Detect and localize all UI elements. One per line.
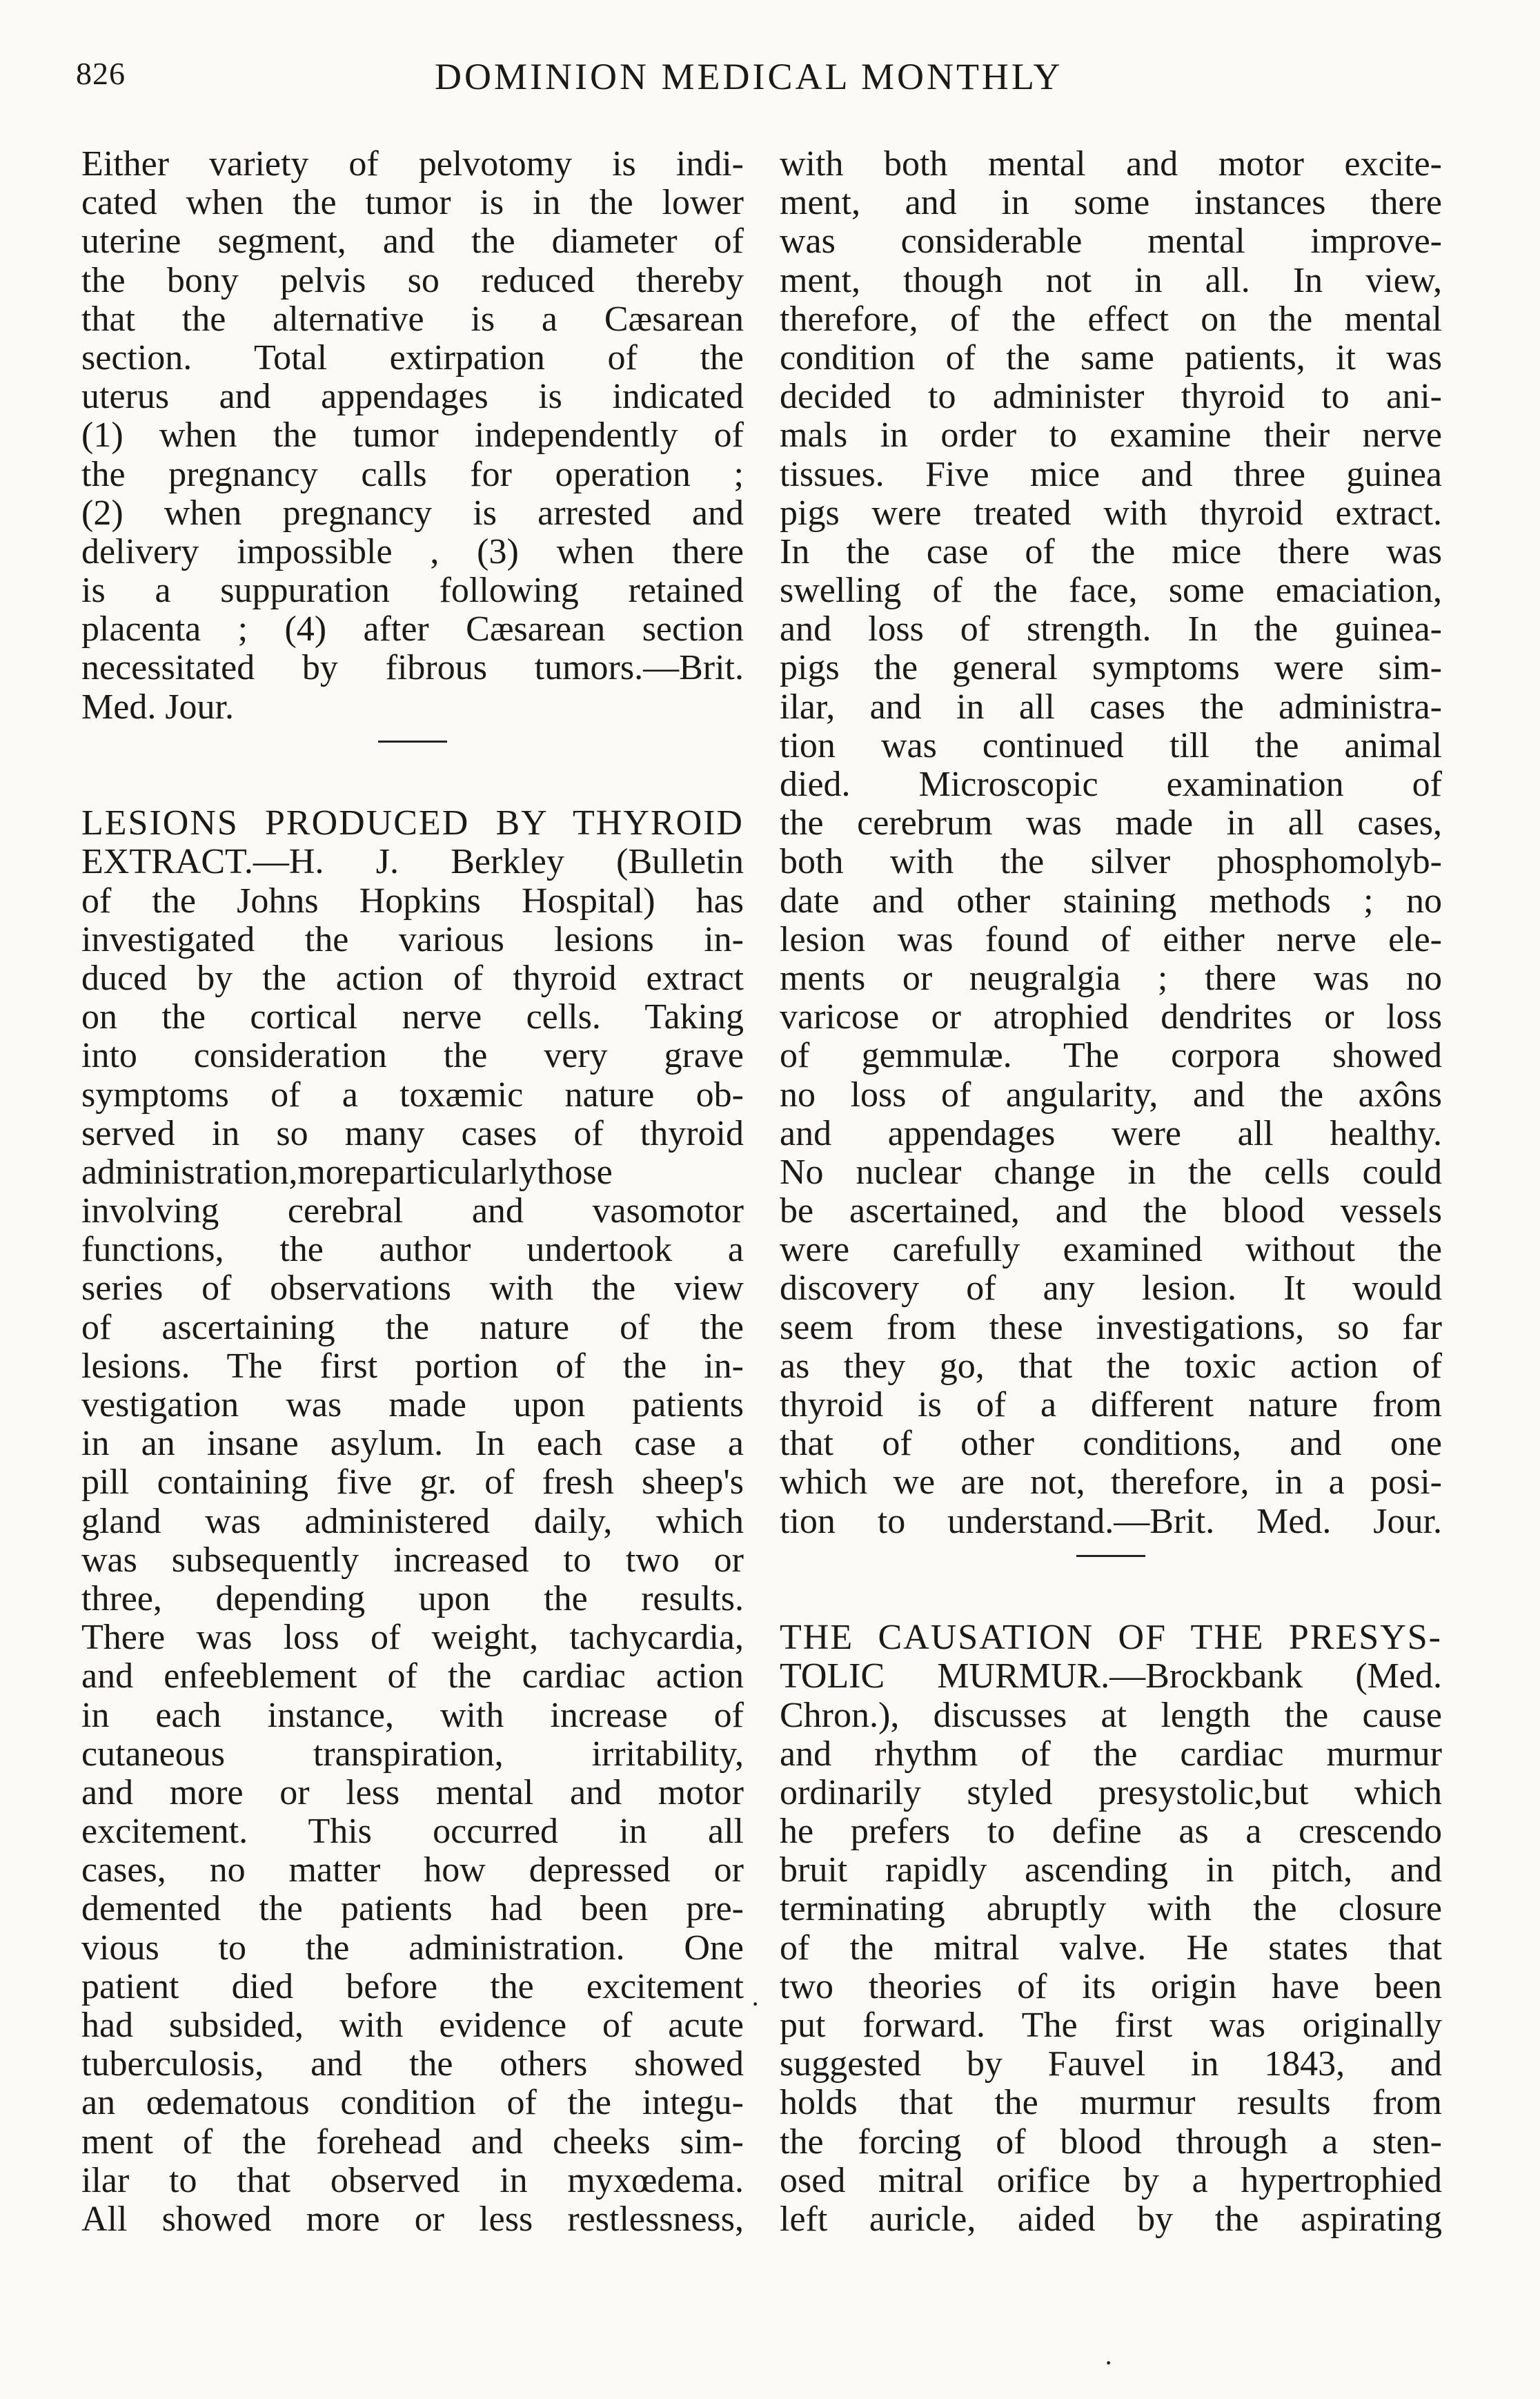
text-line: and rhythm of the cardiac murmur [780, 1734, 1442, 1774]
text-line: ilar to that observed in myxœdema. [81, 2160, 744, 2200]
text-line: investigated the various lesions in- [81, 919, 744, 959]
text-line: Chron.), discusses at length the cause [780, 1695, 1442, 1735]
text-line: and appendages were all healthy. [780, 1113, 1442, 1153]
text-line: ment of the forehead and cheeks sim- [81, 2122, 744, 2162]
text-line: Med. Jour. [81, 687, 234, 727]
text-line: No nuclear change in the cells could [780, 1152, 1442, 1192]
text-line: date and other staining methods ; no [780, 881, 1442, 921]
text-line: THE CAUSATION OF THE PRESYS- [780, 1618, 1442, 1658]
text-line: therefore, of the effect on the mental [780, 299, 1442, 339]
text-line: as they go, that the toxic action of [780, 1346, 1442, 1386]
text-line: had subsided, with evidence of acute [81, 2006, 744, 2045]
text-line: died. Microscopic examination of [780, 765, 1442, 804]
text-line: lesions. The first portion of the in- [81, 1346, 744, 1386]
text-line: tuberculosis, and the others showed [81, 2044, 744, 2084]
text-line: suggested by Fauvel in 1843, and [780, 2044, 1442, 2084]
text-line: of the Johns Hopkins Hospital) has [81, 881, 744, 921]
text-line: in an insane asylum. In each case a [81, 1424, 744, 1464]
text-line: the pregnancy calls for operation ; [81, 454, 744, 494]
text-line: uterus and appendages is indicated [81, 377, 744, 417]
text-line: discovery of any lesion. It would [780, 1269, 1442, 1309]
page-header [76, 55, 1456, 110]
text-line: cutaneous transpiration, irritability, [81, 1734, 744, 1774]
text-line: and more or less mental and motor [81, 1772, 744, 1812]
text-line: mals in order to examine their nerve [780, 415, 1442, 456]
text-line: which we are not, therefore, in a posi- [780, 1462, 1442, 1502]
left-column [81, 145, 744, 2239]
text-line: put forward. The first was originally [780, 2006, 1442, 2045]
text-line: and loss of strength. In the guinea- [780, 609, 1442, 649]
text-line: tion to understand.—Brit. Med. Jour. [780, 1501, 1442, 1541]
text-line: of gemmulæ. The corpora showed [780, 1036, 1442, 1076]
text-line: excitement. This occurred in all [81, 1812, 744, 1852]
text-line: that the alternative is a Cæsarean [81, 299, 744, 339]
text-line: ordinarily styled presystolic,but which [780, 1772, 1442, 1812]
text-line: gland was administered daily, which [81, 1501, 744, 1541]
text-line: There was loss of weight, tachycardia, [81, 1618, 744, 1658]
text-line: TOLIC MURMUR.—Brockbank (Med. [780, 1656, 1442, 1696]
text-line: of ascertaining the nature of the [81, 1307, 744, 1347]
text-line: pigs were treated with thyroid extract. [780, 493, 1442, 533]
text-line: administration,moreparticularlythose [81, 1152, 613, 1192]
right-column [780, 145, 1442, 2239]
text-line: was considerable mental improve- [780, 222, 1442, 262]
text-line: involving cerebral and vasomotor [81, 1191, 744, 1231]
text-line: the forcing of blood through a sten- [780, 2122, 1442, 2162]
text-line: left auricle, aided by the aspirating [780, 2199, 1442, 2239]
text-line: Either variety of pelvotomy is indi- [81, 144, 744, 184]
spacer [81, 765, 744, 804]
stray-mark: · [751, 1988, 760, 2019]
text-line: pigs the general symptoms were sim- [780, 648, 1442, 688]
text-line: on the cortical nerve cells. Taking [81, 997, 744, 1037]
text-line: were carefully examined without the [780, 1230, 1442, 1270]
text-line: series of observations with the view [81, 1269, 744, 1309]
text-line: delivery impossible , (3) when there [81, 531, 744, 571]
text-line: into consideration the very grave [81, 1036, 744, 1076]
text-line: patient died before the excitement [81, 1966, 744, 2006]
text-line: was subsequently increased to two or [81, 1540, 744, 1580]
text-line: ilar, and in all cases the administra- [780, 687, 1442, 727]
text-line: terminating abruptly with the closure [780, 1889, 1442, 1929]
stray-mark: · [1104, 2347, 1114, 2378]
text-line: in each instance, with increase of [81, 1695, 744, 1735]
text-line: the cerebrum was made in all cases, [780, 803, 1442, 843]
text-line: of the mitral valve. He states that [780, 1928, 1442, 1968]
text-line: both with the silver phosphomolyb- [780, 842, 1442, 882]
text-line: pill containing five gr. of fresh sheep's [81, 1462, 744, 1502]
text-line: vestigation was made upon patients [81, 1385, 744, 1424]
text-line: osed mitral orifice by a hypertrophied [780, 2160, 1442, 2200]
text-line: two theories of its origin have been [780, 1966, 1442, 2006]
text-line: cated when the tumor is in the lower [81, 183, 744, 223]
text-line: varicose or atrophied dendrites or loss [780, 997, 1442, 1037]
text-line: All showed more or less restlessness, [81, 2199, 744, 2239]
text-line: bruit rapidly ascending in pitch, and [780, 1850, 1442, 1890]
text-line: ment, and in some instances there [780, 183, 1442, 223]
text-line: three, depending upon the results. [81, 1578, 744, 1618]
text-line: thyroid is of a different nature from [780, 1385, 1442, 1424]
text-line: EXTRACT.—H. J. Berkley (Bulletin [81, 842, 744, 882]
text-line: decided to administer thyroid to ani- [780, 377, 1442, 417]
text-line: placenta ; (4) after Cæsarean section [81, 609, 744, 649]
text-line: be ascertained, and the blood vessels [780, 1191, 1442, 1231]
text-line: served in so many cases of thyroid [81, 1113, 744, 1153]
text-line: lesion was found of either nerve ele- [780, 919, 1442, 959]
text-line: holds that the murmur results from [780, 2083, 1442, 2123]
text-line: ments or neugralgia ; there was no [780, 958, 1442, 998]
text-line: section. Total extirpation of the [81, 337, 744, 378]
text-line: no loss of angularity, and the axôns [780, 1075, 1442, 1115]
page-number: 826 [76, 56, 126, 91]
text-line: tion was continued till the animal [780, 725, 1442, 765]
text-line: that of other conditions, and one [780, 1424, 1442, 1464]
text-line: tissues. Five mice and three guinea [780, 454, 1442, 494]
text-line: and enfeeblement of the cardiac action [81, 1656, 744, 1696]
text-line: (1) when the tumor independently of [81, 415, 744, 456]
text-line: uterine segment, and the diameter of [81, 222, 744, 262]
running-title: DOMINION MEDICAL MONTHLY [435, 56, 1063, 97]
text-line: functions, the author undertook a [81, 1230, 744, 1270]
text-line: with both mental and motor excite- [780, 144, 1442, 184]
text-line: swelling of the face, some emaciation, [780, 571, 1442, 611]
text-line: In the case of the mice there was [780, 531, 1442, 571]
section-rule [81, 727, 744, 765]
text-line: (2) when pregnancy is arrested and [81, 493, 744, 533]
text-line: an œdematous condition of the integu- [81, 2083, 744, 2123]
text-line: cases, no matter how depressed or [81, 1850, 744, 1890]
text-line: vious to the administration. One [81, 1928, 744, 1968]
text-line: ment, though not in all. In view, [780, 260, 1442, 300]
text-line: the bony pelvis so reduced thereby [81, 260, 744, 300]
spacer [780, 1580, 1442, 1618]
text-line: LESIONS PRODUCED BY THYROID [81, 803, 744, 843]
section-rule [780, 1541, 1442, 1580]
text-line: duced by the action of thyroid extract [81, 958, 744, 998]
text-line: he prefers to define as a crescendo [780, 1812, 1442, 1852]
text-line: is a suppuration following retained [81, 571, 744, 611]
text-line: symptoms of a toxæmic nature ob- [81, 1075, 744, 1115]
text-line: condition of the same patients, it was [780, 337, 1442, 378]
text-line: necessitated by fibrous tumors.—Brit. [81, 648, 744, 688]
text-line: seem from these investigations, so far [780, 1307, 1442, 1347]
text-line: demented the patients had been pre- [81, 1889, 744, 1929]
